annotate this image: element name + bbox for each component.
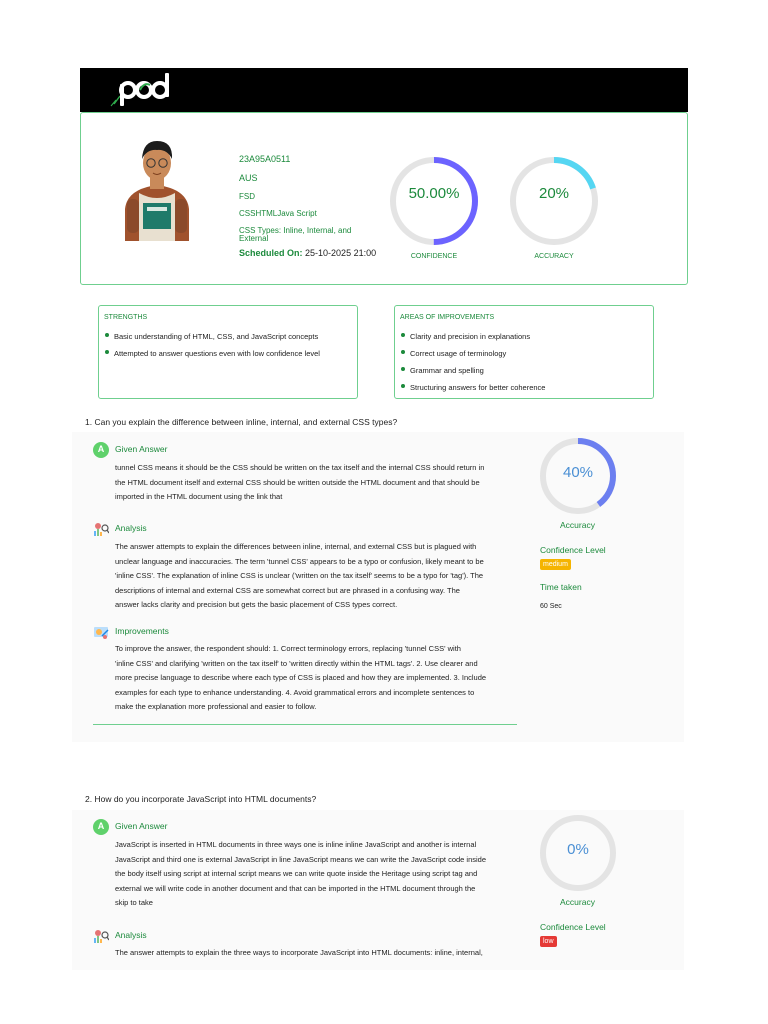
text-line: skip to take — [115, 898, 153, 907]
confidence-value: 50.00% — [408, 185, 460, 202]
text-line: the HTML document itself and external CSS should be written outside the HTML document and that should be — [115, 477, 480, 487]
strength-item: Basic understanding of HTML, CSS, and JavaScript concepts — [105, 332, 320, 349]
improvements-title: AREAS OF IMPROVEMENTS — [400, 314, 495, 321]
analysis-icon — [93, 521, 109, 537]
answer-icon: A — [93, 442, 109, 458]
accuracy-label: ACCURACY — [534, 253, 574, 260]
text-line: 'inline CSS'. The explanation of inline CSS is unclear ('written on the tax itself' seems to be a typo for 'tag'). The — [115, 571, 484, 580]
pod-logo — [106, 70, 176, 110]
q2-accuracy-label: Accuracy — [560, 897, 595, 907]
scheduled-value: 25-10-2025 21:00 — [305, 248, 377, 258]
text-line: 'inline CSS' and clarifying 'written on the tax itself' to 'written directly within the HTML tags'. 2. Use clearer and — [115, 658, 478, 668]
student-org: AUS — [239, 173, 258, 183]
text-line: imported in the HTML document using the link that — [115, 492, 283, 501]
q2-confidence-badge: low — [540, 936, 557, 947]
text-line: JavaScript is inserted in HTML documents in three ways one is inline inline JavaScript and another is internal — [115, 840, 477, 849]
q1-time-label: Time taken — [540, 582, 582, 592]
analysis-icon — [93, 928, 109, 944]
confidence-label: CONFIDENCE — [410, 253, 458, 260]
improvements-list — [401, 332, 545, 400]
text-line: answer lacks clarity and precision but gets the basic placement of CSS types correct. — [115, 600, 398, 609]
q2-accuracy-gauge — [538, 813, 618, 893]
q1-accuracy-gauge — [538, 436, 618, 516]
text-line: external we will write code in another document and that can be imported in the HTML document through the — [115, 883, 476, 893]
text-line: tunnel CSS means it should be the CSS should be written on the tax itself and the internal CSS should return in — [115, 463, 485, 472]
subtopic-line-1: CSS Types: Inline, Internal, and — [239, 226, 352, 235]
confidence-gauge — [386, 153, 482, 260]
q1-accuracy-label: Accuracy — [560, 520, 595, 530]
given-answer-label: Given Answer — [115, 821, 168, 831]
scheduled-on — [239, 249, 376, 259]
improvements-label: Improvements — [115, 626, 169, 636]
section-divider — [93, 724, 517, 725]
accuracy-gauge — [506, 153, 602, 260]
analysis-label: Analysis — [115, 930, 147, 940]
header-bar — [80, 68, 688, 112]
q2-accuracy-value: 0% — [567, 841, 589, 858]
text-line: the body itself using script at internal script means we can write quote inside the Heritage using script tag and — [115, 869, 478, 878]
text-line: The answer attempts to explain the three ways to incorporate JavaScript into HTML documents: inline, internal, — [115, 948, 483, 957]
analysis-text — [115, 946, 517, 957]
student-track: FSD — [239, 192, 255, 201]
question-2-stats — [540, 813, 660, 953]
profile-card — [80, 112, 688, 285]
given-answer-text — [115, 838, 517, 911]
q1-accuracy-value: 40% — [562, 464, 594, 481]
text-line: To improve the answer, the respondent should: 1. Correct terminology errors, replacing 'tunnel CSS' with — [115, 644, 461, 653]
text-line: make the explanation more professional and easier to follow. — [115, 702, 317, 711]
text-line: more precise language to describe where each type of CSS is placed and how they are implemented. 3. Include — [115, 673, 487, 682]
student-topic: CSSHTMLJava Script — [239, 209, 317, 218]
text-line: The answer attempts to explain the differences between inline, internal, and external CSS but is plagued with — [115, 542, 477, 551]
given-answer-label: Given Answer — [115, 444, 168, 454]
student-avatar — [117, 133, 197, 241]
q1-time-value: 60 Sec — [540, 603, 562, 610]
improvement-item: Grammar and spelling — [401, 366, 545, 383]
answer-icon: A — [93, 819, 109, 835]
analysis-label: Analysis — [115, 523, 147, 533]
strength-item: Attempted to answer questions even with low confidence level — [105, 349, 320, 366]
improvements-icon — [93, 624, 109, 640]
subtopic-line-2: External — [239, 234, 269, 243]
accuracy-value: 20% — [538, 185, 570, 202]
text-line: unclear language and inaccuracies. The term 'tunnel CSS' appears to be a typo or confusion, likely meant to be — [115, 556, 484, 566]
strengths-title: STRENGTHS — [104, 314, 148, 321]
improvements-text — [115, 642, 517, 715]
analysis-text — [115, 540, 517, 613]
improvement-item: Correct usage of terminology — [401, 349, 545, 366]
text-line: examples for each type to enhance understanding. 4. Avoid grammatical errors and incomplete sentences to — [115, 687, 475, 697]
q1-confidence-badge: medium — [540, 559, 571, 570]
student-id: 23A95A0511 — [239, 154, 291, 164]
improvements-box — [394, 305, 654, 399]
q2-confidence-label: Confidence Level — [540, 922, 606, 932]
strengths-list — [105, 332, 320, 366]
improvement-item: Clarity and precision in explanations — [401, 332, 545, 349]
q1-confidence-label: Confidence Level — [540, 545, 606, 555]
question-1-title: 1. Can you explain the difference between inline, internal, and external CSS types? — [85, 417, 398, 427]
scheduled-label: Scheduled On: — [239, 248, 303, 258]
improvement-item: Structuring answers for better coherence — [401, 383, 545, 400]
strengths-box — [98, 305, 358, 399]
question-1-stats — [540, 436, 660, 616]
text-line: JavaScript and third one is external JavaScript in line JavaScript means we can write the JavaScript code inside — [115, 854, 487, 864]
given-answer-text — [115, 461, 517, 505]
question-2-title: 2. How do you incorporate JavaScript into HTML documents? — [85, 794, 317, 804]
text-line: descriptions of internal and external CSS are somewhat correct but are phrased in a confusing way. The — [115, 585, 460, 595]
